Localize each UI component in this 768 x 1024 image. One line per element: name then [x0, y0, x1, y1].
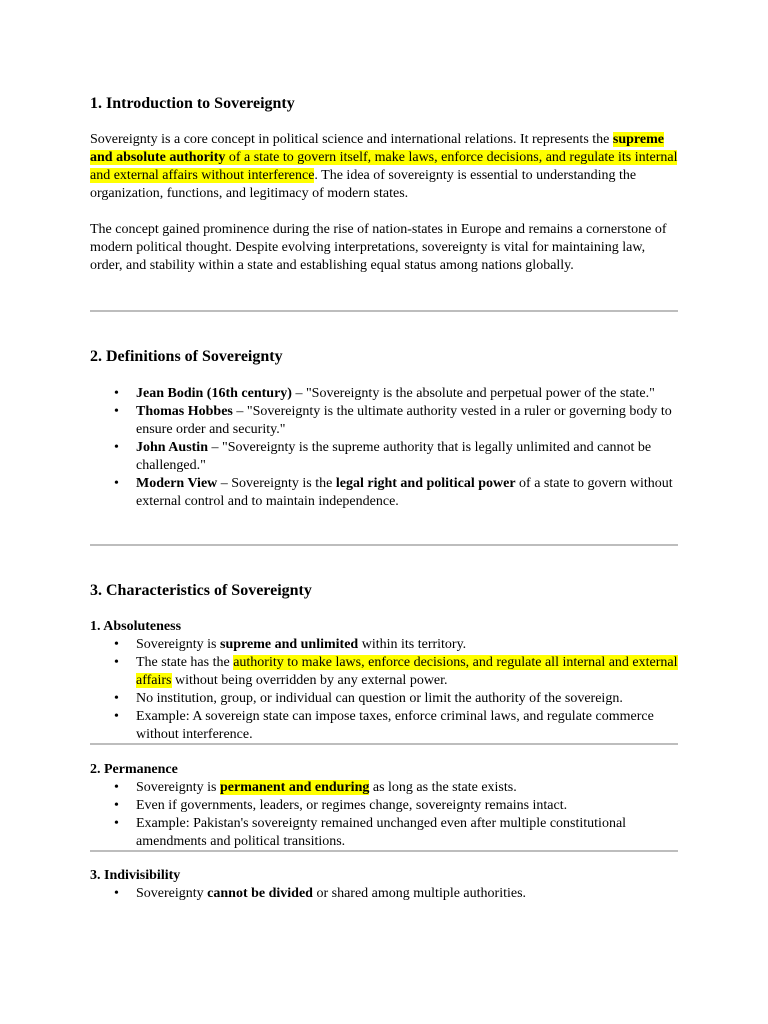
definition-text: – Sovereignty is the	[217, 476, 336, 491]
list-item	[90, 636, 678, 654]
definition-author: Thomas Hobbes	[136, 404, 233, 419]
subheading-absoluteness: 1. Absoluteness	[90, 619, 182, 634]
item-bold: supreme and unlimited	[220, 637, 359, 652]
list-item	[90, 885, 678, 903]
list-item	[90, 779, 678, 797]
definition-author: Modern View	[136, 476, 218, 491]
permanence-list	[90, 779, 678, 851]
divider	[90, 310, 678, 312]
definition-text: – "Sovereignty is the absolute and perpetual power of the state."	[291, 386, 655, 401]
absoluteness-list	[90, 636, 678, 744]
list-item	[90, 475, 678, 511]
list-item: • Even if governments, leaders, or regimes change, sovereignty remains intact.	[90, 797, 678, 815]
item-text: within its territory.	[358, 637, 467, 652]
item-text: or shared among multiple authorities.	[312, 886, 527, 901]
item-text: Sovereignty is	[136, 780, 220, 795]
intro-paragraph-2	[90, 221, 678, 275]
list-item: • Example: Pakistan's sovereignty remained unchanged even after multiple constitutional amendments and political transitions.	[90, 815, 678, 851]
list-item	[90, 403, 678, 439]
intro-p1-text-a: Sovereignty is a core concept in political science and international relations. It represents the	[90, 132, 613, 147]
list-item	[90, 439, 678, 475]
intro-p1-text-d: . The idea of sovereignty is essential to understanding the organization, functions, and legitimacy of modern states.	[90, 168, 637, 201]
divider	[90, 544, 678, 546]
item-text: without being overridden by any external power.	[171, 673, 448, 688]
list-item: • Example: A sovereign state can impose taxes, enforce criminal laws, and regulate commerce without interference.	[90, 708, 678, 744]
section-3-title: 3. Characteristics of Sovereignty	[90, 582, 312, 599]
list-item	[90, 385, 678, 403]
definition-text: – "Sovereignty is the ultimate authority vested in a ruler or governing body to ensure order and security."	[136, 404, 672, 437]
definitions-list	[90, 385, 678, 511]
subheading-permanence: 2. Permanence	[90, 762, 178, 777]
intro-p1-bold: supreme and absolute authority	[90, 132, 664, 165]
definition-text: – "Sovereignty is the supreme authority that is legally unlimited and cannot be challenged."	[136, 440, 652, 473]
item-text: The state has the	[136, 655, 234, 670]
subheading-indivisibility: 3. Indivisibility	[90, 868, 181, 883]
definition-bold: legal right and political power	[335, 476, 516, 491]
divider	[90, 850, 678, 852]
definition-author: Jean Bodin (16th century)	[136, 386, 292, 401]
intro-paragraph-1	[90, 131, 678, 203]
section-1-title: 1. Introduction to Sovereignty	[90, 95, 295, 112]
item-bold: cannot be divided	[207, 886, 313, 901]
item-text: as long as the state exists.	[369, 780, 517, 795]
item-highlight: authority to make laws, enforce decisions, and regulate all internal and external affairs	[136, 655, 678, 688]
item-text: Sovereignty	[136, 886, 208, 901]
section-2-title: 2. Definitions of Sovereignty	[90, 348, 283, 365]
intro-p1-highlight: of a state to govern itself, make laws, enforce decisions, and regulate its internal and external affairs without interference	[90, 150, 678, 183]
list-item: • No institution, group, or individual can question or limit the authority of the sovereign.	[90, 690, 678, 708]
item-bold-highlight: permanent and enduring	[220, 780, 370, 795]
intro-p2-text: The concept gained prominence during the rise of nation-states in Europe and remains a cornerstone of modern political thought. Despite evolving interpretations, sovereignty is vital for maintaining law, order, and stability within a state and establishing equal status among nations globally.	[90, 222, 667, 273]
definition-text: of a state to govern without external control and to maintain independence.	[136, 476, 673, 509]
item-text: Sovereignty is	[136, 637, 220, 652]
indivisibility-list	[90, 885, 678, 903]
definition-author: John Austin	[136, 440, 208, 455]
list-item	[90, 654, 678, 690]
divider	[90, 743, 678, 745]
